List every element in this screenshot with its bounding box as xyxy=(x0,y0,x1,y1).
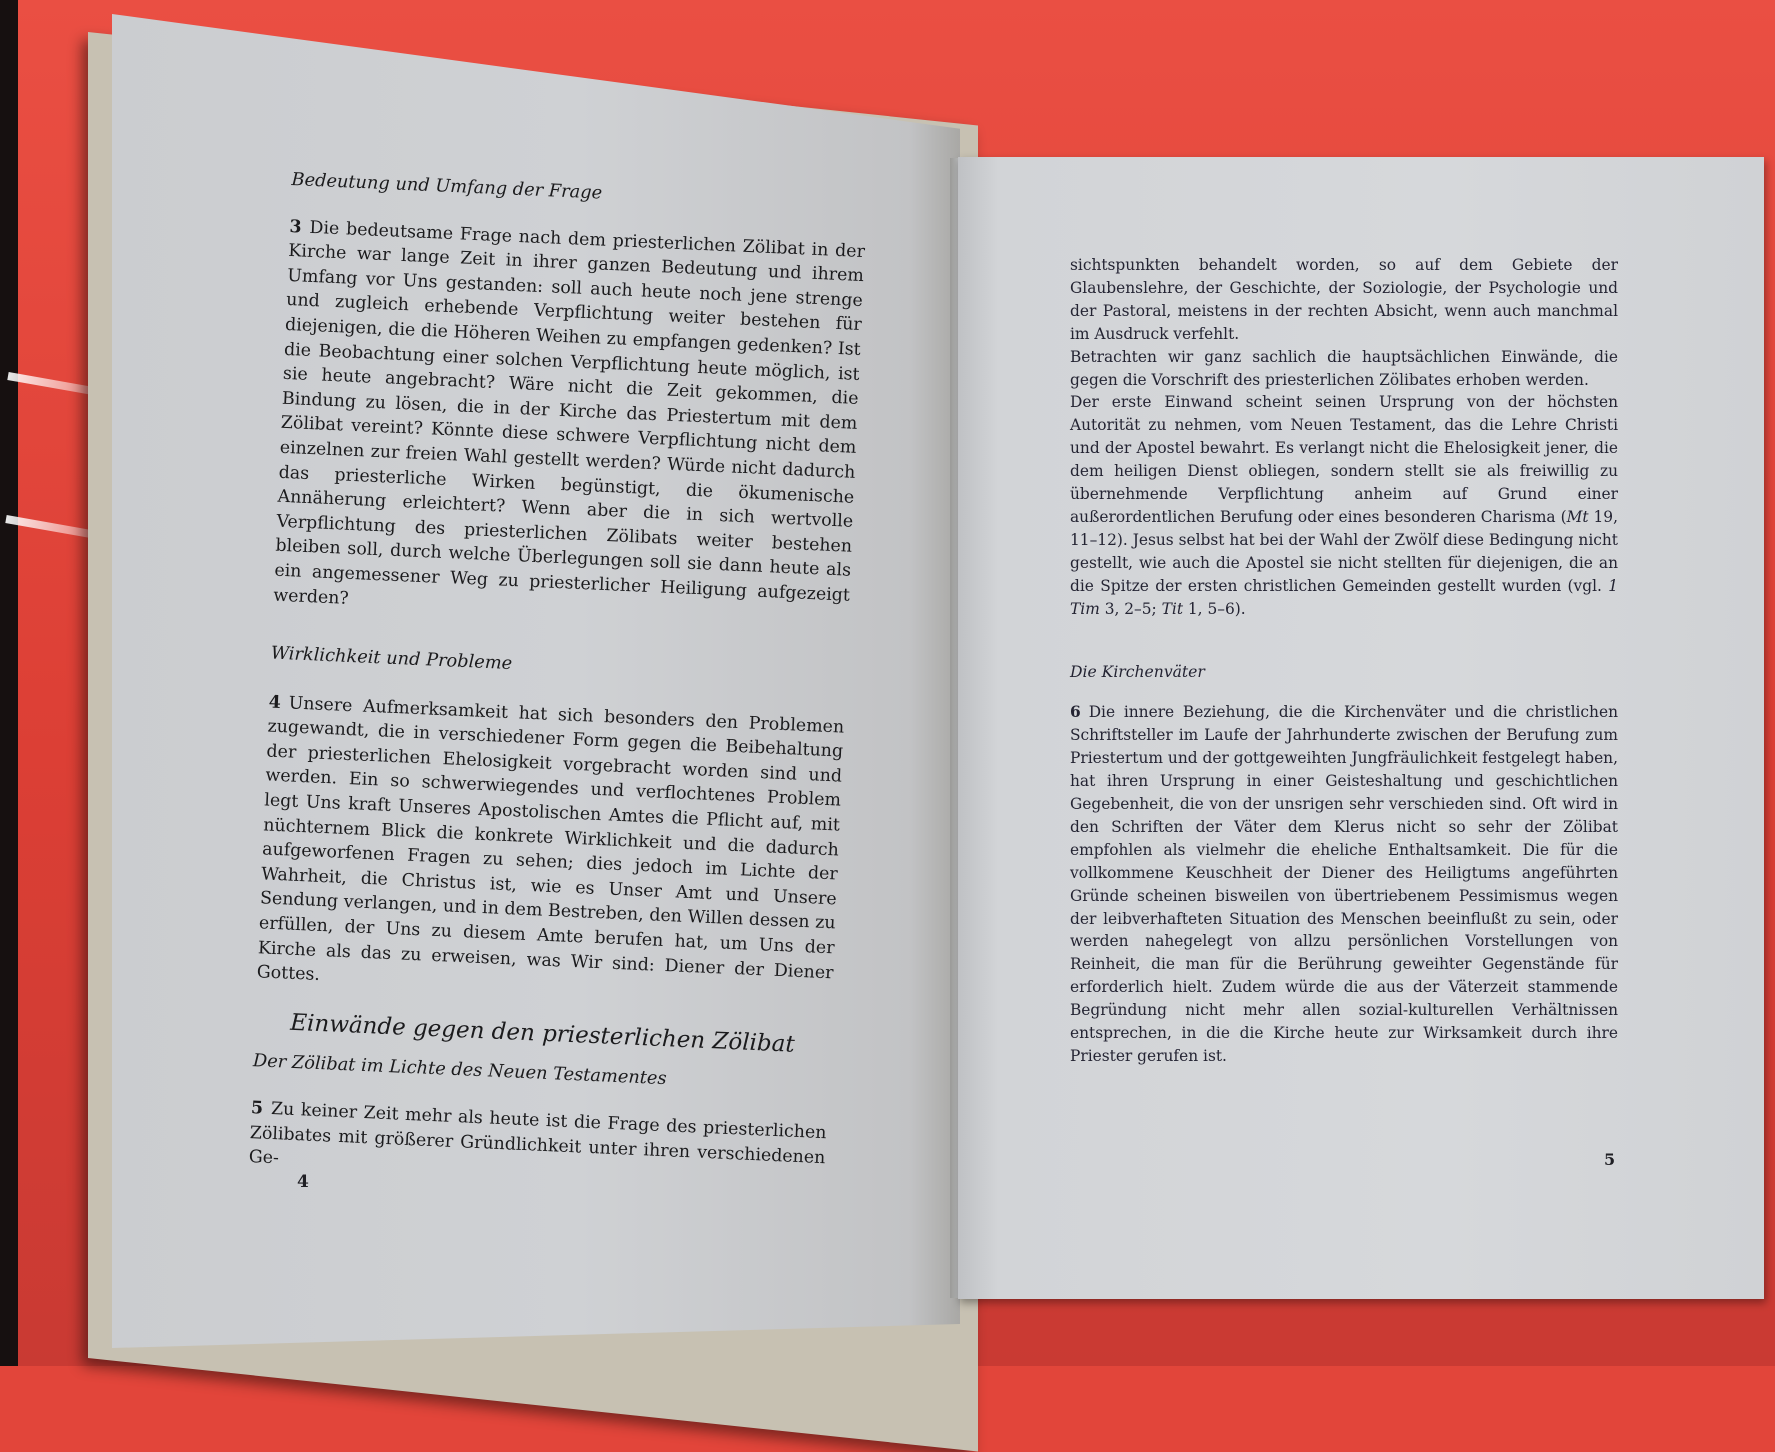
paragraph-number: 3 xyxy=(289,216,302,238)
paragraph-3 xyxy=(273,215,866,633)
paragraph-text: 3, 2–5; xyxy=(1099,599,1162,618)
section-heading: Der Zölibat im Lichte des Neuen Testamentes xyxy=(252,1050,667,1090)
paragraph-text: Der erste Einwand scheint seinen Ursprung von der höchsten Autorität zu nehmen, vom Neuen Testament, das die Lehre Christi und der Apostel bewahrt. Es verlangt nicht die Ehelosigkeit jener, die dem heiligen Dienst obliegen, sondern stellt sie als freiwillig zu übernehmende Verpflichtung anheim auf Grund einer außerordentlichen Berufung oder eines besonderen Charisma ( xyxy=(1070,393,1618,526)
left-page-text xyxy=(248,168,867,1195)
continuation-paragraph: Betrachten wir ganz sachlich die hauptsächlichen Einwände, die gegen die Vorschrift des priesterlichen Zölibates erhoben werden. xyxy=(1070,347,1618,389)
paragraph-text: Die innere Beziehung, die die Kirchenväter und die christlichen Schriftsteller im Laufe der Jahrhunderte zwischen der Berufung zum Priestertum und der gottgeweihten Jungfräulichkeit festgelegt haben, hat ihren Ursprung in einer Geisteshaltung und geschichtlichen Gegebenheit, die von der unsrigen sehr verschieden sind. Oft wird in den Schriften der Väter dem Klerus nicht so sehr der Zölibat empfohlen als vielmehr die eheliche Enthaltsamkeit. Die für die vollkommene Keuschheit der Diener des Heiligtums angeführten Gründe scheinen bisweilen von übertriebenem Pessimismus wegen der leibverhafteten Situation des Menschen beeinflußt zu sein, oder werden nahegelegt von allzu persönlichen Vorstellungen von Reinheit, die man für die Berührung geweihter Gegenstände für erforderlich hielt. Zudem würde die aus der Väterzeit stammende Begründung nicht mehr allen sozial-kulturellen Verhältnissen entsprechen, in die die Kirche heute zur Wirksamkeit durch ihre Priester gerufen ist. xyxy=(1070,703,1618,1065)
continuation-paragraph xyxy=(1070,391,1618,620)
page-number-right: 5 xyxy=(1604,1150,1616,1169)
chapter-title: Einwände gegen den priesterlichen Zölibat xyxy=(289,1009,796,1058)
paragraph-text: Die bedeutsame Frage nach dem priesterlichen Zölibat in der Kirche war lange Zeit in ihrer ganzen Bedeutung und ihrem Umfang vor Uns gestanden: soll auch heute noch jene strenge und zugleich erhebende Verpflichtung weiter bestehen für diejenigen, die die Höheren Weihen zu empfangen gedenken? Ist die Beobachtung einer solchen Verpflichtung heute möglich, ist sie heute angebracht? Wäre nicht die Zeit gekommen, die Bindung zu lösen, die in der Kirche das Priestertum mit dem Zölibat vereint? Könnte diese schwere Verpflichtung nicht dem einzelnen zur freien Wahl gestellt werden? Würde nicht dadurch das priesterliche Wirken begünstigt, die ökumenische Annäherung erleichtert? Wenn aber die in sich wertvolle Verpflichtung des priesterlichen Zölibats weiter bestehen bleiben soll, durch welche Überlegungen soll sie dann heute als ein angemessener Weg zu priesterlicher Heiligung aufgezeigt werden? xyxy=(272,217,866,609)
paragraph-number: 5 xyxy=(250,1098,264,1119)
bible-reference: 1 Tim xyxy=(1070,576,1618,618)
paragraph-text: 1, 5–6). xyxy=(1183,599,1246,618)
page-number-left: 4 xyxy=(297,1172,309,1192)
paragraph-number: 6 xyxy=(1070,703,1081,722)
paragraph-text: Unsere Aufmerksamkeit hat sich besonders den Problemen zugewandt, die in verschiedener Form gegen die Beibehaltung der priesterlichen Ehelosigkeit vorgebracht worden sind und werden. Ein so schwerwiegendes und verflochtenes Problem legt Uns kraft Unseres Apostolischen Amtes die Pflicht auf, mit nüchternem Blick die konkrete Wirklichkeit und die dadurch aufgeworfenen Fragen zu sehen; dies jedoch im Lichte der Wahrheit, die Christus ist, wie es Unser Amt und Unsere Sendung verlangen, und in dem Bestreben, den Willen dessen zu erfüllen, der Uns zu diesem Amte berufen hat, um Uns der Kirche als das zu erweisen, was Wir sind: Diener der Diener Gottes. xyxy=(256,693,845,986)
continuation-paragraph: sichtspunkten behandelt worden, so auf dem Gebiete der Glaubenslehre, der Geschichte, der Soziologie, der Psychologie und der Pastoral, meistens in der rechten Absicht, wenn auch manchmal im Ausdruck verfehlt. xyxy=(1070,256,1618,343)
section-heading: Die Kirchenväter xyxy=(1070,662,1205,681)
section-heading: Bedeutung und Umfang der Frage xyxy=(291,168,603,204)
paragraph-4 xyxy=(256,690,844,1010)
section-heading: Wirklichkeit und Probleme xyxy=(270,642,513,675)
paragraph-6 xyxy=(1070,701,1618,1068)
paragraph-text: Zu keiner Zeit mehr als heute ist die Frage des priesterlichen Zölibates mit größerer Gründlichkeit unter ihren verschiedenen Ge- xyxy=(248,1098,827,1169)
bible-reference: Mt xyxy=(1566,507,1589,526)
paragraph-number: 4 xyxy=(268,692,282,713)
bible-reference: Tit xyxy=(1161,599,1183,618)
paragraph-text: 19, 11–12). Jesus selbst hat bei der Wahl der Zwölf diese Bedingung nicht gestellt, wie auch die Apostel sie nicht stellten für diejenigen, die an die Spitze der ersten christlichen Gemeinden gestellt wurden (vgl. xyxy=(1070,507,1618,595)
right-page-text xyxy=(1070,254,1618,1068)
